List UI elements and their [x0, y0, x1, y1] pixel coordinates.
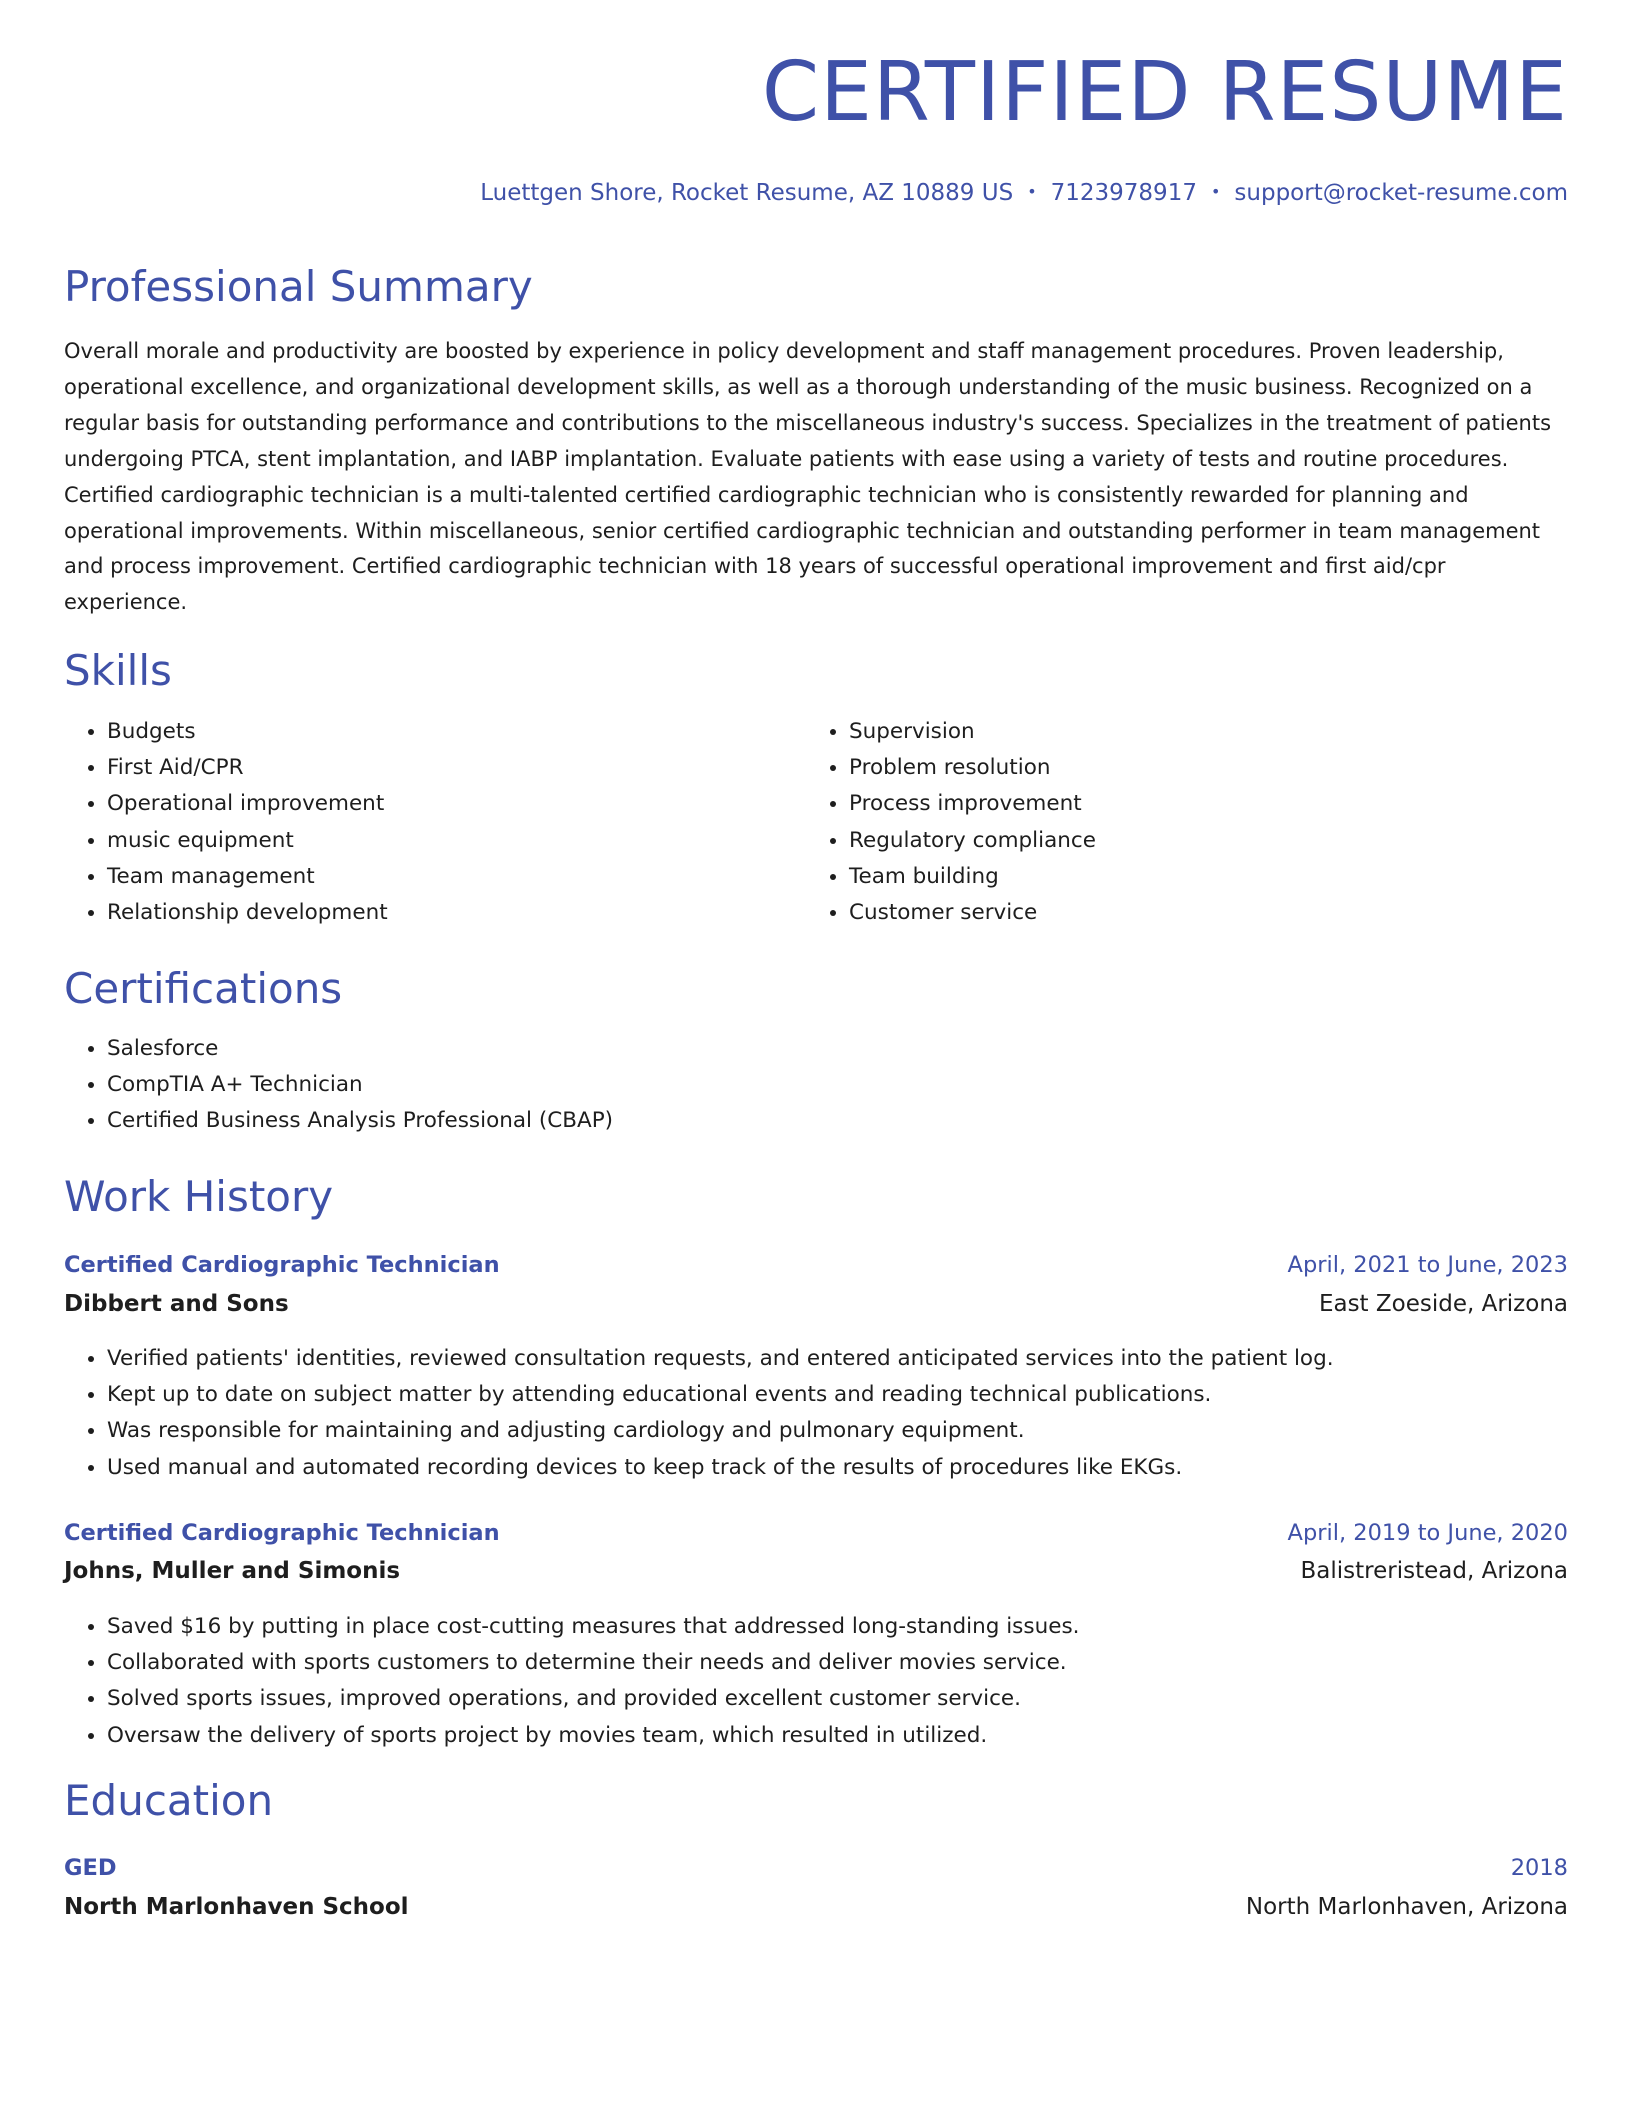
- job-header-1: [64, 1252, 1568, 1279]
- job-header-2: [64, 1520, 1568, 1547]
- job-company: Dibbert and Sons: [64, 1291, 289, 1317]
- list-item: • Certified Business Analysis Professional (CBAP): [107, 1103, 613, 1139]
- list-item: • Budgets: [107, 714, 388, 750]
- education-location: North Marlonhaven, Arizona: [1245, 1894, 1568, 1920]
- job-bullets-1: [64, 1341, 1334, 1486]
- list-item: • Salesforce: [107, 1031, 613, 1067]
- section-title-education: Education: [64, 1776, 274, 1825]
- list-item: • Team management: [107, 859, 388, 895]
- list-item: • Supervision: [849, 714, 1096, 750]
- list-item: • Operational improvement: [107, 786, 388, 822]
- list-item: • Was responsible for maintaining and adjusting cardiology and pulmonary equipment.: [107, 1413, 1334, 1449]
- section-title-certifications: Certifications: [64, 964, 343, 1013]
- list-item: • Used manual and automated recording devices to keep track of the results of procedures like EKGs.: [107, 1450, 1334, 1486]
- list-item: • CompTIA A+ Technician: [107, 1067, 613, 1103]
- section-title-skills: Skills: [64, 646, 172, 695]
- job-company: Johns, Muller and Simonis: [64, 1558, 401, 1584]
- list-item: • Oversaw the delivery of sports project by movies team, which resulted in utilized.: [107, 1718, 1079, 1754]
- education-school: North Marlonhaven School: [64, 1894, 409, 1920]
- contact-phone: 7123978917: [1050, 180, 1197, 206]
- list-item: • Saved $16 by putting in place cost-cutting measures that addressed long-standing issues.: [107, 1609, 1079, 1645]
- certifications-list: [64, 1031, 613, 1140]
- list-item: • Team building: [849, 859, 1096, 895]
- list-item: • Relationship development: [107, 895, 388, 931]
- list-item: • Problem resolution: [849, 750, 1096, 786]
- contact-separator: •: [1210, 182, 1221, 201]
- contact-line: [480, 180, 1568, 208]
- summary-text: Overall morale and productivity are boosted by experience in policy development and staff management procedures. Proven leadership, operational excellence, and organizational development skills, as well as a thorough understanding of the music business. Recognized on a regular basis for outstanding performance and contributions to the miscellaneous industry's success. Specializes in the treatment of patients undergoing PTCA, stent implantation, and IABP implantation. Evaluate patients with ease using a variety of tests and routine procedures. Certified cardiographic technician is a multi-talented certified cardiographic technician who is consistently rewarded for planning and operational improvements. Within miscellaneous, senior certified cardiographic technician and outstanding performer in team management and process improvement. Certified cardiographic technician with 18 years of successful operational improvement and first aid/cpr experience.: [64, 339, 1552, 615]
- section-title-work-history: Work History: [64, 1172, 334, 1221]
- job-subheader-1: [64, 1291, 1568, 1319]
- contact-email: support@rocket-resume.com: [1234, 180, 1568, 206]
- job-bullets-2: [64, 1609, 1079, 1754]
- resume-name: CERTIFIED RESUME: [761, 45, 1568, 140]
- section-title-summary: Professional Summary: [64, 262, 533, 311]
- list-item: • First Aid/CPR: [107, 750, 388, 786]
- list-item: • Collaborated with sports customers to determine their needs and deliver movies service.: [107, 1645, 1079, 1681]
- list-item: • Verified patients' identities, reviewed consultation requests, and entered anticipated services into the patient log.: [107, 1341, 1334, 1377]
- job-title: Certified Cardiographic Technician: [64, 1520, 500, 1546]
- skills-list-right: [806, 714, 1096, 931]
- education-header: [64, 1855, 1568, 1882]
- list-item: • Process improvement: [849, 786, 1096, 822]
- list-item: • music equipment: [107, 823, 388, 859]
- job-subheader-2: [64, 1558, 1568, 1586]
- list-item: • Kept up to date on subject matter by attending educational events and reading technical publications.: [107, 1377, 1334, 1413]
- education-degree: GED: [64, 1855, 117, 1881]
- job-location: Balistreristead, Arizona: [1300, 1558, 1568, 1584]
- job-location: East Zoeside, Arizona: [1318, 1291, 1568, 1317]
- contact-separator: •: [1027, 182, 1037, 201]
- list-item: • Customer service: [849, 895, 1096, 931]
- list-item: • Regulatory compliance: [849, 823, 1096, 859]
- education-subheader: [64, 1894, 1568, 1922]
- contact-address: Luettgen Shore, Rocket Resume, AZ 10889 US: [480, 180, 1014, 206]
- job-dates: April, 2021 to June, 2023: [1287, 1252, 1568, 1278]
- education-year: 2018: [1510, 1855, 1568, 1881]
- list-item: • Solved sports issues, improved operations, and provided excellent customer service.: [107, 1681, 1079, 1717]
- job-title: Certified Cardiographic Technician: [64, 1252, 500, 1278]
- job-dates: April, 2019 to June, 2020: [1287, 1520, 1568, 1546]
- skills-list-left: [64, 714, 388, 931]
